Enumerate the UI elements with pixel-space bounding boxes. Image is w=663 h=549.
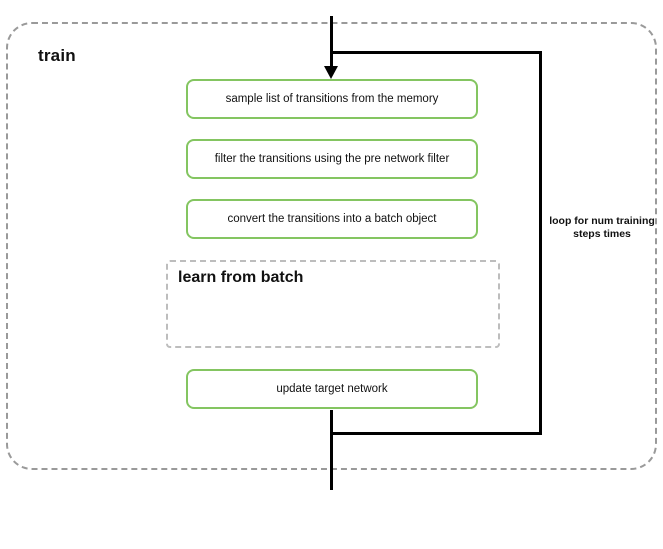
node-sample-label: sample list of transitions from the memory [225,93,439,105]
node-update-target-network[interactable] [186,369,478,409]
node-filter-label: filter the transitions using the pre network filter [214,153,450,165]
node-convert-batch[interactable] [186,199,478,239]
node-convert-label: convert the transitions into a batch object [227,213,437,225]
page-title: train [38,46,76,65]
loop-label: loop for num training steps times [549,215,655,240]
loop-top-line [331,51,542,54]
node-sample-transitions[interactable] [186,79,478,119]
learn-from-batch-label: learn from batch [178,269,304,286]
outgoing-line [330,410,333,490]
loop-bottom-line [331,432,542,435]
node-filter-transitions[interactable] [186,139,478,179]
loop-right-line [539,51,542,435]
node-update-label: update target network [276,383,388,395]
incoming-arrow-line [330,16,333,72]
incoming-arrow-head [324,66,338,79]
